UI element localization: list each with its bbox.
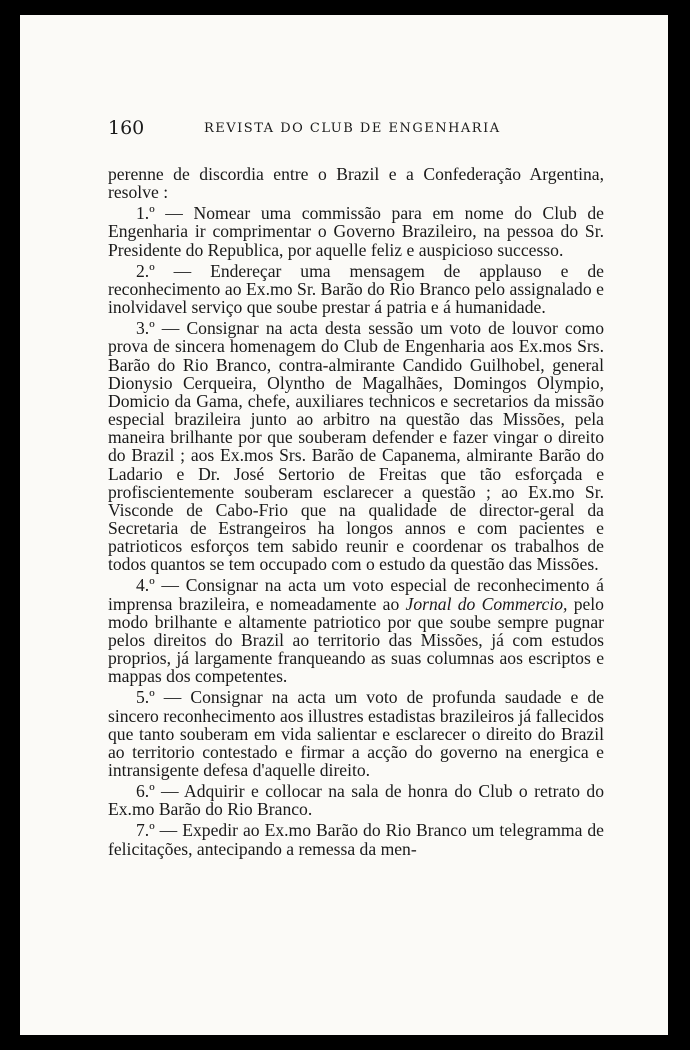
- item-label: 7.º —: [136, 820, 178, 841]
- item-text-after: pelo modo brilhante e altamente patriotico por que soube sempre pugnar pelos direitos do Brazil ao territorio das Missões, já com estudos proprios, já largamente franqueando as suas columnas aos escriptos e mappas dos competentes.: [108, 593, 604, 687]
- body-text: [108, 165, 604, 861]
- running-title: REVISTA DO CLUB DE ENGENHARIA: [204, 121, 501, 136]
- item-text: Expedir ao Ex.mo Barão do Rio Branco um telegramma de felicitações, antecipando a remessa da men-: [108, 820, 604, 859]
- intro-paragraph: perenne de discordia entre o Brazil e a Confederação Argentina, resolve :: [108, 164, 604, 203]
- page-number: 160: [108, 117, 145, 139]
- item-label: 1.º —: [136, 203, 183, 224]
- item-text-before: Consignar na acta um voto especial de reconhecimento á imprensa brazileira, e nomeadamente ao: [108, 575, 604, 614]
- item-text: Endereçar uma mensagem de applauso e de reconhecimento ao Ex.mo Sr. Barão do Rio Branco pelo assignalado e inolvidavel serviço que soube prestar á patria e á humanidade.: [108, 260, 604, 318]
- newspaper-title: Jornal do Commercio,: [405, 593, 568, 614]
- item-text: Nomear uma commissão para em nome do Club de Engenharia ir comprimentar o Governo Brazileiro, na pessoa do Sr. Presidente do Republica, por aquelle feliz e auspicioso successo.: [108, 203, 604, 260]
- item-2: [108, 262, 604, 316]
- item-4: [108, 576, 604, 685]
- item-7: [108, 821, 604, 857]
- item-label: 3.º —: [136, 318, 180, 339]
- item-5: [108, 688, 604, 779]
- item-3: [108, 319, 604, 573]
- item-text: Adquirir e collocar na sala de honra do Club o retrato do Ex.mo Barão do Rio Branco.: [108, 781, 604, 820]
- item-label: 2.º —: [136, 260, 192, 281]
- item-text: Consignar na acta um voto de profunda saudade e de sincero reconhecimento aos illustres estadistas brazileiros já fallecidos que tanto souberam em vida salientar e esclarecer o direito do Brazil ao territorio contestado e firmar a acção do governo na energica e intransigente defesa d'aquelle direito.: [108, 687, 604, 780]
- item-text: Consignar na acta desta sessão um voto de louvor como prova de sincera homenagem do Club de Engenharia aos Ex.mos Srs. Barão do Rio Branco, contra-almirante Candido Guilhobel, general Dionysio Cerqueira, Olyntho de Magalhães, Domingos Olympio, Domicio da Gama, chefe, auxiliares technicos e secretarios da missão especial brazileira junto ao arbitro na questão das Missões, pela maneira brilhante por que souberam defender e fazer vingar o direito do Brazil ; aos Ex.mos Srs. Barão de Capanema, almirante Barão do Ladario e Dr. José Sertorio de Freitas que tão esforçada e profiscientemente souberam esclarecer a questão ; ao Ex.mo Sr. Visconde de Cabo-Frio que na qualidade de director-geral da Secretaria de Estrangeiros ha longos annos e com pacientes e patrioticos esforços tem sabido reunir e coordenar os trabalhos de todos quantos se tem occupado com o estudo da questão das Missões.: [108, 318, 604, 575]
- page: [20, 15, 668, 1035]
- item-label: 4.º —: [136, 575, 179, 596]
- item-label: 5.º —: [136, 687, 182, 708]
- item-1: [108, 204, 604, 258]
- item-label: 6.º —: [136, 781, 179, 802]
- item-6: [108, 782, 604, 818]
